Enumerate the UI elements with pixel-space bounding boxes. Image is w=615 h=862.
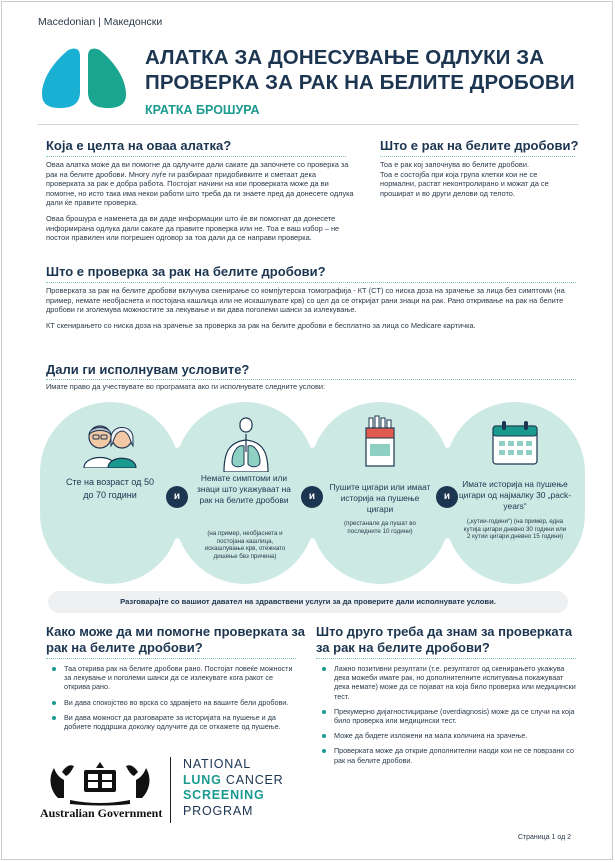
torso-lungs-icon xyxy=(218,414,274,472)
criteria-pack-years-text: Имате историја на пушење цигари од најмалку 30 „pack-years“ xyxy=(459,479,571,511)
purpose-heading: Која е целта на оваа алатка? xyxy=(46,138,232,153)
lungs-logo-icon xyxy=(38,46,130,110)
coat-of-arms-icon xyxy=(40,760,160,806)
help-list xyxy=(52,664,300,737)
talk-to-provider-banner: Разговарајте со вашиот давател на здравствени услуги за да проверите дали исполнувате услови. xyxy=(48,591,568,613)
australian-government-label: Australian Government xyxy=(40,806,163,820)
lung-cancer-text: Тоа е рак кој започнува во белите дробови. Тоа е состојба при која група клетки кои не се нормални, растат неконтролирано и можат да се прошират и во други делови од телото. xyxy=(380,160,549,198)
page-subtitle: КРАТКА БРОШУРА xyxy=(145,103,260,117)
lung-cancer-heading-underline xyxy=(380,156,575,157)
list-item: Може да бидете изложени на мала количина на зрачење. xyxy=(322,731,576,740)
and-connector-2: и xyxy=(301,486,323,508)
help-heading: Како може да ми помогне проверката за рак на белите дробови? xyxy=(46,624,305,655)
eligibility-heading-underline xyxy=(46,379,576,380)
and-connector-1: и xyxy=(166,486,188,508)
title-divider xyxy=(38,124,578,125)
list-item: Проверката може да открие дополнителни наоди кои не се поврзани со рак на белите дробови. xyxy=(322,746,576,764)
help-heading-underline xyxy=(46,658,296,659)
older-couple-icon xyxy=(80,420,142,468)
know-list xyxy=(322,664,576,771)
criteria-age-text: Сте на возраст од 50 до 70 години xyxy=(66,477,154,500)
calendar-icon xyxy=(490,420,540,466)
know-heading-underline xyxy=(316,658,576,659)
list-item: Ви дава спокојство во врска со здравјето на вашите бели дробови. xyxy=(52,698,300,707)
screening-heading: Што е проверка за рак на белите дробови? xyxy=(46,264,326,279)
page-title: АЛАТКА ЗА ДОНЕСУВАЊЕ ОДЛУКИ ЗА ПРОВЕРКА ЗА РАК НА БЕЛИТЕ ДРОБОВИ xyxy=(145,46,575,94)
and-connector-3: и xyxy=(436,486,458,508)
list-item: Лажно позитивни резултати (т.е. резултатот од скенирањето укажува дека можеби имате рак, но дополнителните испитувања покажуваат дека немате) може да се појават на која било проверка или медицински тест. xyxy=(322,664,576,701)
criteria-symptoms-text: Немате симптоми или знаци што укажуваат на рак на белите дробови xyxy=(197,473,291,505)
eligibility-heading: Дали ги исполнувам условите? xyxy=(46,362,250,377)
criteria-symptoms-note: (на пример, необјаснета и постојана кашлица, искашлување крв, отежнато дишење без причина) xyxy=(204,530,286,560)
list-item: Таа открива рак на белите дробови рано. Постојат повеќе можности за лекување и поголеми шанси да се излекувате кога ракот се открива рано. xyxy=(52,664,300,692)
know-heading: Што друго треба да знам за проверката за рак на белите дробови? xyxy=(316,624,573,655)
purpose-heading-underline xyxy=(46,156,346,157)
screening-heading-underline xyxy=(46,282,576,283)
criteria-smoking-note: (престанале да пушат во последните 10 години) xyxy=(344,520,416,535)
criteria-smoking-text: Пушите цигари или имаат историја на пушење цигари xyxy=(329,482,431,514)
purpose-text: Оваа алатка може да ви помогне да одлучите дали сакате да започнете со проверка за рак на белите дробови. Многу луѓе ги разбираат придобивките и сметаат дека проверката за рак е добра работа. Постојат начини на кои проверката може да ви помогне, но исто така има некои работи што треба да ги знаете пред да донесете одлука дали ќе правите проверка. Оваа брошура е наменета да ви даде информации што ќе ви помогнат да донесете информирана одлука дали сакате да правите проверка или не. Тоа е ваш избор – не постои правилен или погрешен одговор за тоа дали да се направи проверка. xyxy=(46,160,354,243)
language-label: Macedonian | Македонски xyxy=(38,16,163,28)
lung-cancer-heading: Што е рак на белите дробови? xyxy=(380,138,579,153)
program-logo: NATIONAL LUNG CANCER SCREENING PROGRAM xyxy=(183,757,284,818)
criteria-pack-years-note: („кутии-години“) (на пример, една кутија цигари дневно 30 години или 2 кутии цигари дневно 15 години) xyxy=(463,518,567,541)
eligibility-criteria xyxy=(32,402,592,584)
cigarette-pack-icon xyxy=(360,414,400,468)
screening-text: Проверката за рак на белите дробови вклучува скенирање со компјутерска томографија - КТ (CT) со ниска доза на зрачење за лица без симптоми (на пример, немате необјаснета и постојана кашлица или не искашлувате крв) со цел да се откријат рани знаци на рак. Рано откривање на рак на белите дробови ги зголемува можностите за лекување и ви дава поголеми шанси за излекување. КТ скенирањето со ниска доза на зрачење за проверка за рак на белите дробови е бесплатно за лица со Medicare картичка. xyxy=(46,286,565,330)
footer-divider xyxy=(170,757,171,823)
list-item: Прекумерно дијагностицирање (overdiagnosis) може да се случи на која било проверка или медицински тест. xyxy=(322,707,576,725)
list-item: Ви дава можност да разговарате за историјата на пушење и да добиете поддршка доколку одлучите да се откажете од пушење. xyxy=(52,713,300,731)
page-number: Страница 1 од 2 xyxy=(517,834,571,841)
eligibility-intro: Имате право да учествувате во програмата ако ги исполнувате следните услови: xyxy=(46,382,326,391)
